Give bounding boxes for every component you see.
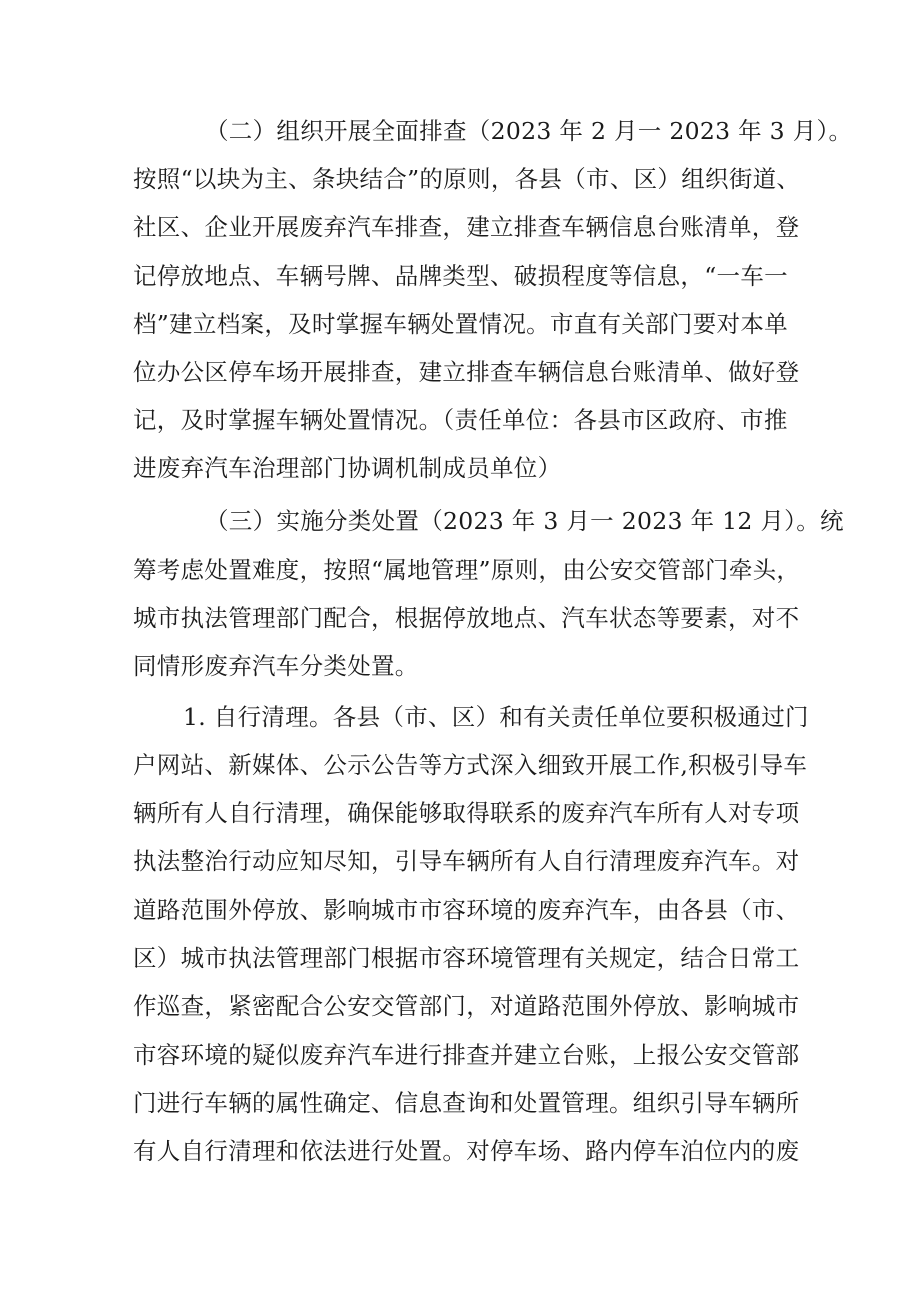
item-1-line-6: 区）城市执法管理部门根据市容环境管理有关规定，结合日常工 [133,944,800,972]
section-2-line-3: 社区、企业开展废弃汽车排查，建立排查车辆信息台账清单，登 [133,213,800,241]
section-2-line-6: 位办公区停车场开展排查，建立排查车辆信息台账清单、做好登 [133,358,800,386]
section-3-line-4: 同情形废弃汽车分类处置。 [133,652,419,680]
section-2-line-7: 记，及时掌握车辆处置情况。（责任单位：各县市区政府、市推 [133,406,788,434]
item-1-line-2: 户网站、新媒体、公示公告等方式深入细致开展工作,积极引导车 [133,751,808,779]
section-2-line-4: 记停放地点、车辆号牌、品牌类型、破损程度等信息，“一车一 [133,262,788,290]
item-1-line-8: 市容环境的疑似废弃汽车进行排查并建立台账，上报公安交管部 [133,1041,800,1069]
section-3-line-1: （三）实施分类处置（2023 年 3 月一 2023 年 12 月）。统 [205,507,844,535]
item-1-line-1: 1. 自行清理。各县（市、区）和有关责任单位要积极通过门 [183,703,809,731]
item-1-line-7: 作巡查，紧密配合公安交管部门，对道路范围外停放、影响城市 [133,992,800,1020]
section-2-line-8: 进废弃汽车治理部门协调机制成员单位） [133,454,562,482]
item-1-line-10: 有人自行清理和依法进行处置。对停车场、路内停车泊位内的废 [133,1137,800,1165]
section-2-line-2: 按照“以块为主、条块结合”的原则，各县（市、区）组织街道、 [133,165,801,193]
section-2-line-1: （二）组织开展全面排查（2023 年 2 月一 2023 年 3 月）。 [205,117,853,145]
item-1-line-4: 执法整治行动应知尽知，引导车辆所有人自行清理废弃汽车。对 [133,847,800,875]
item-1-line-9: 门进行车辆的属性确定、信息查询和处置管理。组织引导车辆所 [133,1089,800,1117]
section-2-line-5: 档”建立档案，及时掌握车辆处置情况。市直有关部门要对本单 [133,310,788,338]
item-1-line-5: 道路范围外停放、影响城市市容环境的废弃汽车，由各县（市、 [133,896,800,924]
section-3-line-3: 城市执法管理部门配合，根据停放地点、汽车状态等要素，对不 [133,604,800,632]
item-1-line-3: 辆所有人自行清理，确保能够取得联系的废弃汽车所有人对专项 [133,799,800,827]
section-3-line-2: 筹考虑处置难度，按照“属地管理”原则，由公安交管部门牵头， [133,556,801,584]
